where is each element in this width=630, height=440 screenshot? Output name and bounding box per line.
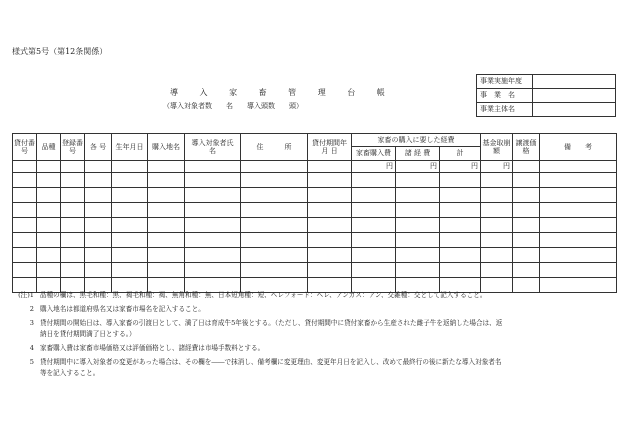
cell[interactable] xyxy=(13,161,37,173)
table-cell[interactable] xyxy=(185,263,241,278)
table-cell[interactable] xyxy=(148,173,185,188)
table-row xyxy=(13,188,617,203)
table-cell[interactable] xyxy=(513,218,540,233)
table-cell[interactable] xyxy=(112,263,148,278)
ledger-subtitle: （導入対象者数 名 導入頭数 頭） xyxy=(163,102,303,110)
table-cell[interactable] xyxy=(396,248,440,263)
table-cell[interactable] xyxy=(352,173,396,188)
table-cell[interactable] xyxy=(241,233,308,248)
note-5-cont xyxy=(12,369,99,378)
table-cell[interactable] xyxy=(308,203,352,218)
table-cell[interactable] xyxy=(540,188,617,203)
cell[interactable] xyxy=(85,161,112,173)
table-cell[interactable] xyxy=(396,173,440,188)
table-cell[interactable] xyxy=(352,188,396,203)
cell[interactable] xyxy=(37,161,61,173)
table-cell[interactable] xyxy=(85,218,112,233)
info-entity-label: 事業主体名 xyxy=(477,103,533,117)
table-cell[interactable] xyxy=(241,203,308,218)
table-cell[interactable] xyxy=(481,248,513,263)
table-cell[interactable] xyxy=(481,233,513,248)
table-cell[interactable] xyxy=(241,218,308,233)
table-cell[interactable] xyxy=(440,233,481,248)
table-cell[interactable] xyxy=(308,248,352,263)
table-cell[interactable] xyxy=(308,263,352,278)
header-loan-period: 貸付期間年 月 日 xyxy=(308,134,352,161)
table-cell[interactable] xyxy=(513,173,540,188)
table-cell[interactable] xyxy=(440,248,481,263)
table-cell[interactable] xyxy=(352,218,396,233)
table-cell[interactable] xyxy=(540,233,617,248)
table-cell[interactable] xyxy=(112,203,148,218)
table-cell[interactable] xyxy=(540,203,617,218)
header-purchase-cost-group: 家畜の購入に要した経費 xyxy=(352,134,481,147)
table-cell[interactable] xyxy=(185,188,241,203)
header-birth-date: 生年月日 xyxy=(112,134,148,161)
note-text: 購入地名は都道府県名又は家畜市場名を記入すること。 xyxy=(40,305,205,313)
table-cell[interactable] xyxy=(37,263,61,278)
table-cell[interactable] xyxy=(308,233,352,248)
unit-yen-livestock: 円 xyxy=(352,161,396,173)
table-cell[interactable] xyxy=(148,218,185,233)
table-cell[interactable] xyxy=(13,263,37,278)
table-cell[interactable] xyxy=(481,188,513,203)
table-cell[interactable] xyxy=(308,218,352,233)
table-cell[interactable] xyxy=(352,248,396,263)
table-cell[interactable] xyxy=(148,188,185,203)
table-cell[interactable] xyxy=(37,203,61,218)
livestock-ledger-table xyxy=(12,133,617,293)
table-cell[interactable] xyxy=(61,218,85,233)
table-cell[interactable] xyxy=(185,218,241,233)
header-purchase-place: 購入地名 xyxy=(148,134,185,161)
unit-yen-total: 円 xyxy=(440,161,481,173)
header-breed: 品種 xyxy=(37,134,61,161)
header-loan-no: 貸付番号 xyxy=(13,134,37,161)
table-cell[interactable] xyxy=(396,188,440,203)
table-cell[interactable] xyxy=(396,203,440,218)
table-cell[interactable] xyxy=(513,248,540,263)
header-fund-amount: 基金取崩額 xyxy=(481,134,513,161)
header-target-name: 導入対象者氏 名 xyxy=(185,134,241,161)
ledger-title: 導 入 家 畜 管 理 台 帳 xyxy=(170,88,395,97)
unit-yen-fund: 円 xyxy=(481,161,513,173)
table-cell[interactable] xyxy=(513,263,540,278)
table-cell[interactable] xyxy=(112,248,148,263)
header-livestock-cost: 家畜購入費 xyxy=(352,147,396,161)
table-row xyxy=(13,233,617,248)
note-4 xyxy=(12,344,264,353)
table-cell[interactable] xyxy=(37,233,61,248)
table-cell[interactable] xyxy=(513,233,540,248)
table-cell[interactable] xyxy=(481,218,513,233)
table-cell[interactable] xyxy=(440,203,481,218)
table-cell[interactable] xyxy=(37,188,61,203)
table-cell[interactable] xyxy=(61,233,85,248)
note-2 xyxy=(12,305,205,314)
table-cell[interactable] xyxy=(481,203,513,218)
table-cell[interactable] xyxy=(241,263,308,278)
ledger-rows xyxy=(13,173,617,293)
table-cell[interactable] xyxy=(241,188,308,203)
table-cell[interactable] xyxy=(513,188,540,203)
table-cell[interactable] xyxy=(13,188,37,203)
table-cell[interactable] xyxy=(241,248,308,263)
note-number: 5 xyxy=(29,358,34,366)
table-cell[interactable] xyxy=(185,173,241,188)
note-text: 品種の欄は、黒毛和種：黒、褐毛和種：褐、無角和種：無、日本短角種：短、ヘレフォード：ヘレ、アンガス：アン、交雑種：交として記入すること。 xyxy=(40,291,487,299)
cell[interactable] xyxy=(61,161,85,173)
table-row xyxy=(13,218,617,233)
info-year-label: 事業実施年度 xyxy=(477,75,533,89)
table-cell[interactable] xyxy=(61,203,85,218)
table-cell[interactable] xyxy=(37,218,61,233)
table-cell[interactable] xyxy=(85,248,112,263)
table-cell[interactable] xyxy=(540,173,617,188)
cell[interactable] xyxy=(241,161,308,173)
table-row xyxy=(13,263,617,278)
note-text: 等を記入すること。 xyxy=(40,369,100,377)
table-cell[interactable] xyxy=(85,173,112,188)
table-cell[interactable] xyxy=(308,188,352,203)
note-text: 納日を貸付期間満了日とする。） xyxy=(40,330,136,338)
unit-yen-misc: 円 xyxy=(396,161,440,173)
table-cell[interactable] xyxy=(396,263,440,278)
cell[interactable] xyxy=(185,161,241,173)
table-row xyxy=(13,173,617,188)
table-cell[interactable] xyxy=(112,188,148,203)
note-number: (注)1 xyxy=(18,291,34,299)
form-number: 様式第5号（第12条関係） xyxy=(12,47,108,56)
table-cell[interactable] xyxy=(540,218,617,233)
header-ear-no: 各 号 xyxy=(85,134,112,161)
table-cell[interactable] xyxy=(148,263,185,278)
table-cell[interactable] xyxy=(85,203,112,218)
table-cell[interactable] xyxy=(440,188,481,203)
table-cell[interactable] xyxy=(13,233,37,248)
table-cell[interactable] xyxy=(85,188,112,203)
table-cell[interactable] xyxy=(85,263,112,278)
table-cell[interactable] xyxy=(540,278,617,293)
table-cell[interactable] xyxy=(440,173,481,188)
table-cell[interactable] xyxy=(185,233,241,248)
header-address: 住 所 xyxy=(241,134,308,161)
table-cell[interactable] xyxy=(396,218,440,233)
note-3-cont xyxy=(12,330,136,339)
note-text: 貸付期間の開始日は、導入家畜の引渡日として、満了日は育成牛5年後とする。（ただし、貸付期間中に貸付家畜から生産された雌子牛を返納した場合は、返 xyxy=(40,319,503,327)
note-number: 4 xyxy=(29,344,34,352)
header-remarks: 備 考 xyxy=(540,134,617,161)
table-cell[interactable] xyxy=(540,248,617,263)
table-cell[interactable] xyxy=(481,263,513,278)
note-5 xyxy=(12,358,502,367)
table-cell[interactable] xyxy=(352,233,396,248)
table-cell[interactable] xyxy=(61,248,85,263)
table-cell[interactable] xyxy=(13,248,37,263)
info-business-label: 事 業 名 xyxy=(477,89,533,103)
note-number: 2 xyxy=(29,305,34,313)
table-cell[interactable] xyxy=(481,173,513,188)
table-cell[interactable] xyxy=(148,203,185,218)
table-row xyxy=(13,203,617,218)
table-cell[interactable] xyxy=(13,203,37,218)
table-cell[interactable] xyxy=(85,233,112,248)
table-cell[interactable] xyxy=(37,248,61,263)
table-cell[interactable] xyxy=(513,278,540,293)
table-cell[interactable] xyxy=(185,203,241,218)
header-misc-cost: 諸 経 費 xyxy=(396,147,440,161)
table-cell[interactable] xyxy=(396,233,440,248)
note-3 xyxy=(12,319,502,328)
project-info-box xyxy=(476,74,616,117)
info-year-value[interactable] xyxy=(533,75,616,89)
note-text: 家畜購入費は家畜市場価格又は評価価格とし、諸経費は市場手数料とする。 xyxy=(40,344,265,352)
cell[interactable] xyxy=(540,161,617,173)
cell[interactable] xyxy=(112,161,148,173)
table-cell[interactable] xyxy=(112,173,148,188)
table-cell[interactable] xyxy=(112,233,148,248)
header-transfer-price: 譲渡価格 xyxy=(513,134,540,161)
info-business-value[interactable] xyxy=(533,89,616,103)
table-cell[interactable] xyxy=(185,248,241,263)
note-number: 3 xyxy=(29,319,34,327)
table-cell[interactable] xyxy=(13,173,37,188)
table-row xyxy=(13,248,617,263)
table-cell[interactable] xyxy=(37,173,61,188)
table-cell[interactable] xyxy=(61,173,85,188)
table-cell[interactable] xyxy=(148,233,185,248)
table-cell[interactable] xyxy=(112,218,148,233)
cell[interactable] xyxy=(513,161,540,173)
cell[interactable] xyxy=(308,161,352,173)
table-cell[interactable] xyxy=(241,173,308,188)
header-registration-no: 登録番号 xyxy=(61,134,85,161)
table-cell[interactable] xyxy=(540,263,617,278)
table-cell[interactable] xyxy=(61,263,85,278)
table-cell[interactable] xyxy=(352,263,396,278)
note-text: 貸付期間中に導入対象者の変更があった場合は、その欄を――で抹消し、備考欄に変更理由、変更年月日を記入し、改めて最終行の後に新たな導入対象者名 xyxy=(40,358,502,366)
note-1 xyxy=(12,291,486,300)
table-cell[interactable] xyxy=(308,173,352,188)
cell[interactable] xyxy=(148,161,185,173)
table-cell[interactable] xyxy=(440,218,481,233)
table-cell[interactable] xyxy=(148,248,185,263)
header-total: 計 xyxy=(440,147,481,161)
table-cell[interactable] xyxy=(61,188,85,203)
table-cell[interactable] xyxy=(352,203,396,218)
table-cell[interactable] xyxy=(13,218,37,233)
table-cell[interactable] xyxy=(440,263,481,278)
info-entity-value[interactable] xyxy=(533,103,616,117)
table-cell[interactable] xyxy=(513,203,540,218)
